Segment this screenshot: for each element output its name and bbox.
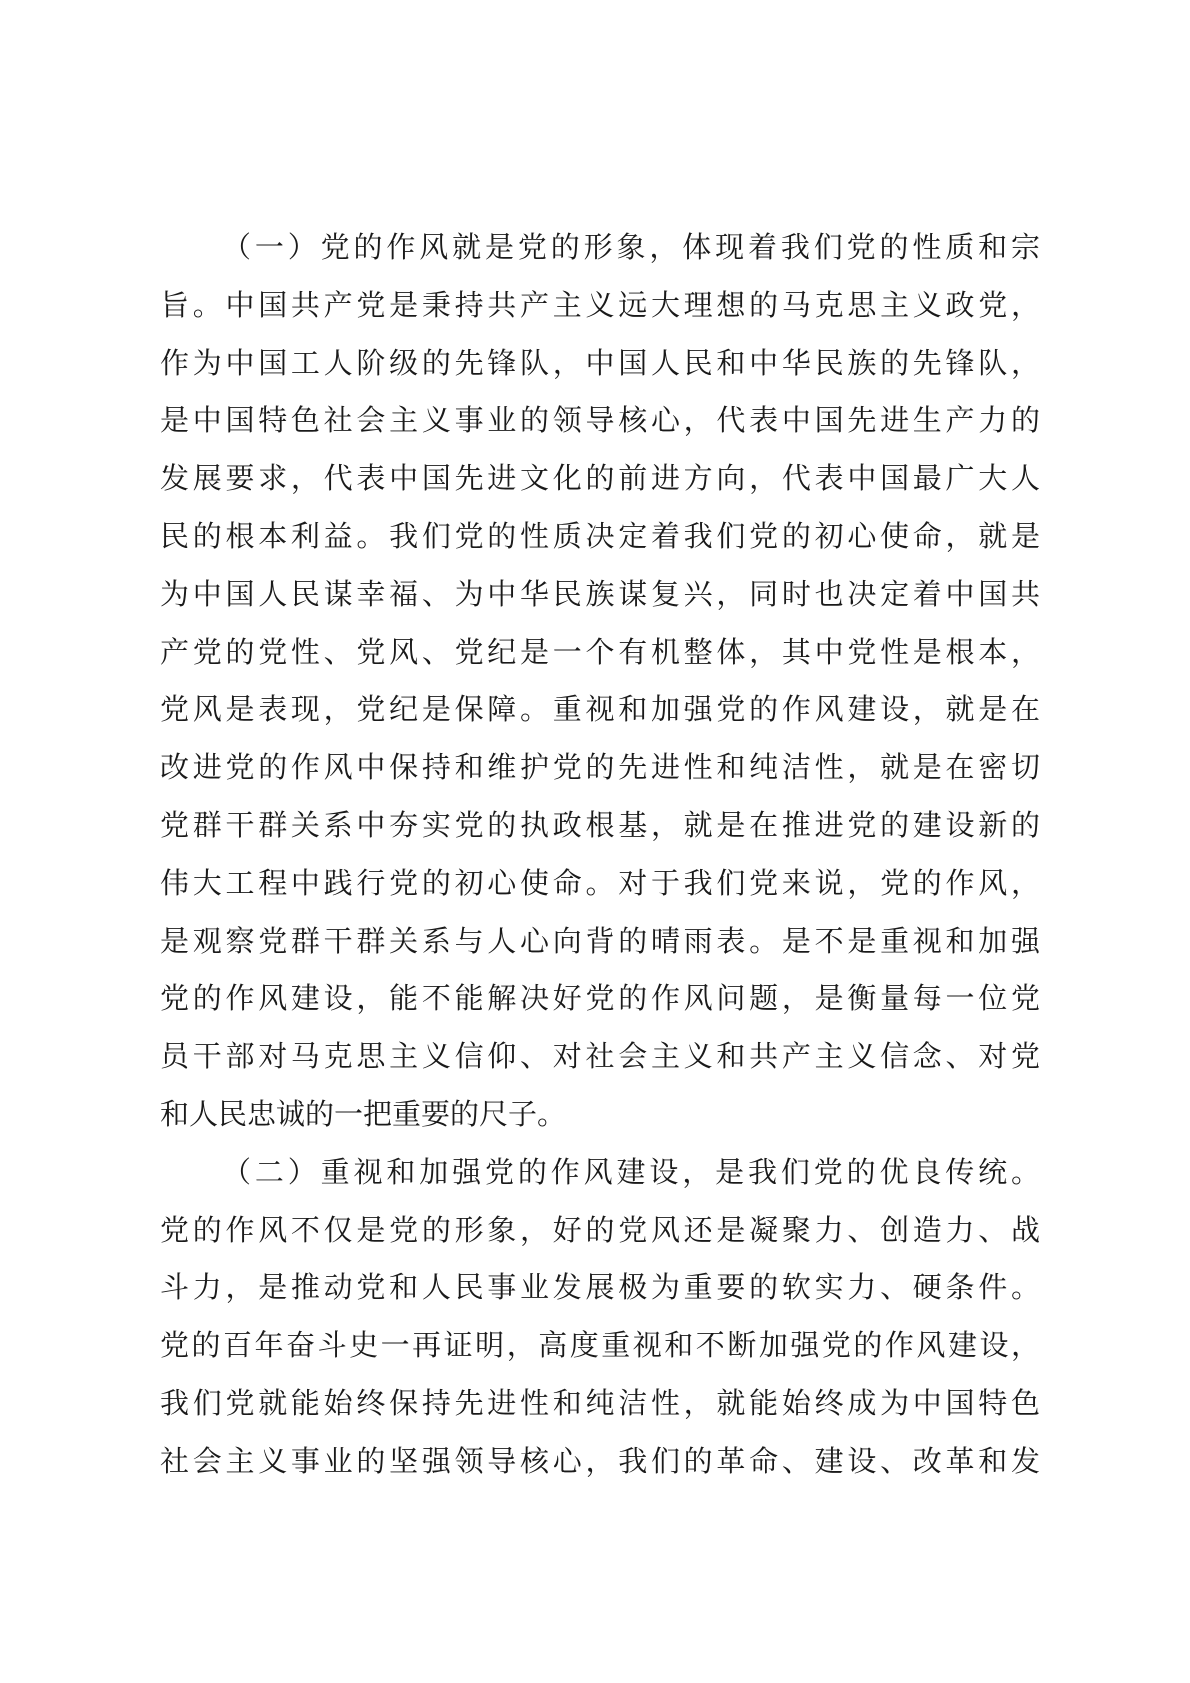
paragraph-line: 我们党就能始终保持先进性和纯洁性，就能始终成为中国特色 <box>160 1385 1040 1420</box>
paragraph-line: （一）党的作风就是党的形象，体现着我们党的性质和宗 <box>222 230 1040 264</box>
document-body <box>160 219 1040 1491</box>
paragraph-line: 民的根本利益。我们党的性质决定着我们党的初心使命，就是 <box>160 518 1040 553</box>
paragraph-2 <box>160 1144 1040 1491</box>
paragraph-1 <box>160 219 1040 1144</box>
paragraph-line: 党的百年奋斗史一再证明，高度重视和不断加强党的作风建设， <box>160 1328 1040 1363</box>
paragraph-line: 党风是表现，党纪是保障。重视和加强党的作风建设，就是在 <box>160 692 1040 727</box>
paragraph-line: 党的作风建设，能不能解决好党的作风问题，是衡量每一位党 <box>160 981 1040 1016</box>
paragraph-line: 旨。中国共产党是秉持共产主义远大理想的马克思主义政党， <box>160 287 1040 322</box>
paragraph-line: 作为中国工人阶级的先锋队，中国人民和中华民族的先锋队， <box>160 345 1040 380</box>
paragraph-line: 和人民忠诚的一把重要的尺子。 <box>160 1096 567 1131</box>
paragraph-line: （二）重视和加强党的作风建设，是我们党的优良传统。 <box>222 1154 1040 1189</box>
paragraph-line: 社会主义事业的坚强领导核心，我们的革命、建设、改革和发 <box>160 1443 1040 1478</box>
paragraph-line: 党的作风不仅是党的形象，好的党风还是凝聚力、创造力、战 <box>160 1212 1040 1247</box>
paragraph-line: 伟大工程中践行党的初心使命。对于我们党来说，党的作风， <box>160 865 1040 900</box>
paragraph-line: 是观察党群干群关系与人心向背的晴雨表。是不是重视和加强 <box>160 923 1040 958</box>
paragraph-line: 为中国人民谋幸福、为中华民族谋复兴，同时也决定着中国共 <box>160 576 1040 611</box>
paragraph-line: 产党的党性、党风、党纪是一个有机整体，其中党性是根本， <box>160 634 1040 669</box>
paragraph-line: 党群干群关系中夯实党的执政根基，就是在推进党的建设新的 <box>160 807 1040 842</box>
paragraph-line: 员干部对马克思主义信仰、对社会主义和共产主义信念、对党 <box>160 1039 1040 1074</box>
paragraph-line: 改进党的作风中保持和维护党的先进性和纯洁性，就是在密切 <box>160 750 1040 785</box>
paragraph-line: 发展要求，代表中国先进文化的前进方向，代表中国最广大人 <box>160 461 1040 496</box>
paragraph-line: 是中国特色社会主义事业的领导核心，代表中国先进生产力的 <box>160 403 1040 438</box>
paragraph-line: 斗力，是推动党和人民事业发展极为重要的软实力、硬条件。 <box>160 1270 1040 1305</box>
